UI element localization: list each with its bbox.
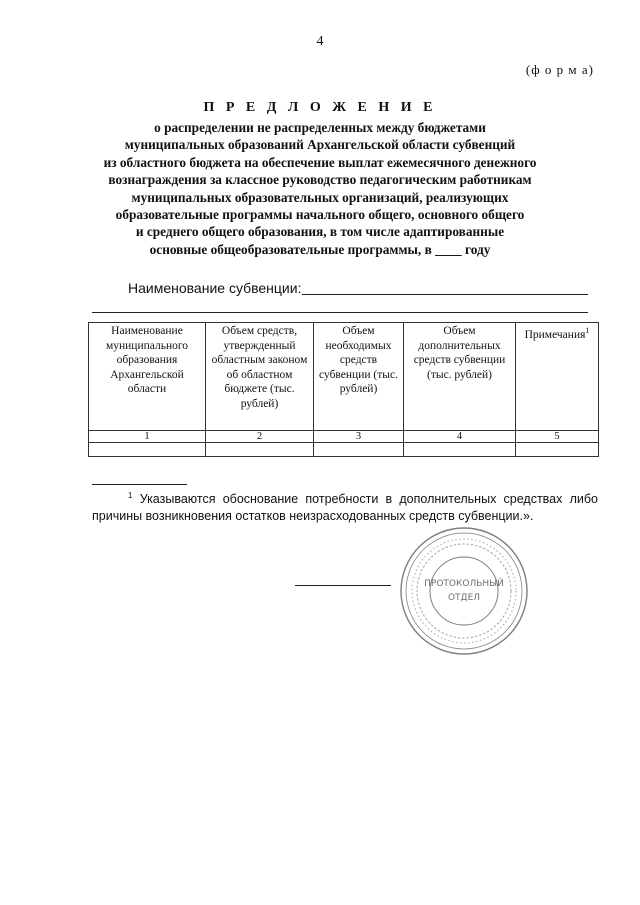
header-required-amount: Объем необходимых средств субвенции (тыс. рублей): [314, 323, 404, 431]
column-number: 1: [89, 431, 206, 443]
document-title: [60, 100, 580, 258]
footnote-text-2: причины возникновения остатков неизрасходованных средств субвенции.».: [92, 509, 534, 524]
title-line: вознаграждения за классное руководство педагогическим работникам: [108, 172, 532, 188]
table-cell: [404, 443, 516, 457]
column-number: 2: [206, 431, 314, 443]
table-cell: [516, 443, 599, 457]
column-number: 4: [404, 431, 516, 443]
title-line: муниципальных образований Архангельской области субвенций: [124, 137, 516, 153]
form-label: (ф о р м а): [525, 62, 594, 77]
table-cell: [314, 443, 404, 457]
header-approved-amount: Объем средств, утвержденный областным законом об областном бюджете (тыс. рублей): [206, 323, 314, 431]
official-stamp: [398, 525, 530, 657]
stamp-text-office: ОТДЕЛ: [447, 593, 481, 603]
table-cell: [206, 443, 314, 457]
column-number: 3: [314, 431, 404, 443]
title-line: о распределении не распределенных между бюджетами: [154, 120, 486, 135]
subsidy-label: Наименование субвенции:: [128, 280, 302, 296]
footnote-mark: 1: [585, 326, 590, 335]
subsidy-fill-line: [302, 294, 588, 295]
footnote: [92, 487, 598, 525]
subsidy-fill-line-2: [92, 312, 588, 313]
column-number: 5: [516, 431, 599, 443]
footnote-line-1: [92, 487, 598, 508]
footnote-mark: 1: [128, 491, 133, 500]
header-notes-label: Примечания: [524, 328, 586, 341]
page-number: 4: [316, 34, 324, 49]
distribution-table: [88, 322, 599, 457]
header-additional-amount: Объем дополнительных средств субвенции (тыс. рублей): [404, 323, 516, 431]
title-line: образовательные программы начального общего, основного общего: [115, 207, 525, 223]
header-municipality: Наименование муниципального образования Архангельской области: [89, 323, 206, 431]
table-column-number-row: [89, 431, 599, 443]
signature-line: [295, 585, 391, 586]
footnote-text-1: Указываются обоснование потребности в дополнительных средствах либо: [139, 492, 598, 507]
title-line: муниципальных образовательных организаций, реализующих: [131, 189, 509, 205]
title-line: основные общеобразовательные программы, в ____ году: [149, 241, 491, 257]
header-notes: [516, 323, 599, 431]
title-heading: П Р Е Д Л О Ж Е Н И Е: [203, 100, 437, 115]
table-cell: [89, 443, 206, 457]
table-row: [89, 443, 599, 457]
table-header-row: [89, 323, 599, 431]
stamp-text-department: ПРОТОКОЛЬНЫЙ: [424, 579, 504, 589]
title-line: из областного бюджета на обеспечение выплат ежемесячного денежного: [103, 154, 537, 170]
footnote-divider: [92, 484, 187, 485]
title-line: и среднего общего образования, в том числе адаптированные: [135, 224, 505, 240]
